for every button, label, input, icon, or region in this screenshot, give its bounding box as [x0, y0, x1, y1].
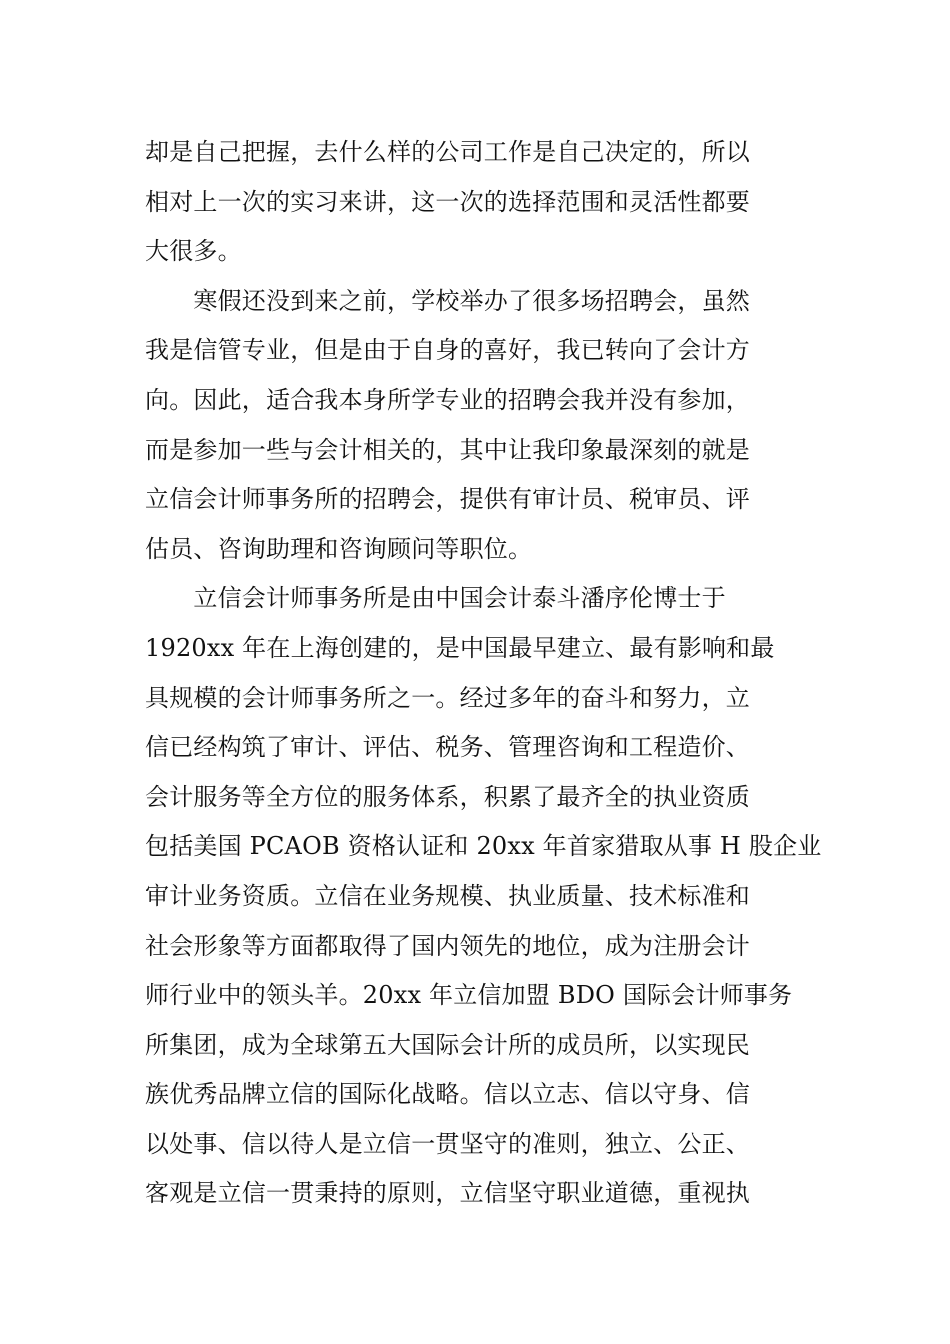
body-text [145, 128, 822, 1219]
text-line: 我是信管专业，但是由于自身的喜好，我已转向了会计方 [145, 336, 750, 365]
text-line: 信已经构筑了审计、评估、税务、管理咨询和工程造价、 [145, 733, 750, 762]
text-line: 而是参加一些与会计相关的，其中让我印象最深刻的就是 [145, 435, 750, 464]
text-line: 却是自己把握，去什么样的公司工作是自己决定的，所以 [145, 138, 750, 166]
text-line: 族优秀品牌立信的国际化战略。信以立志、信以守身、信 [145, 1080, 750, 1109]
text-line: 社会形象等方面都取得了国内领先的地位，成为注册会计 [145, 931, 750, 960]
text-line: 具规模的会计师事务所之一。经过多年的奋斗和努力，立 [145, 683, 750, 712]
text-line: 大很多。 [145, 237, 242, 266]
text-line: 向。因此，适合我本身所学专业的招聘会我并没有参加， [145, 385, 750, 414]
text-line: 师行业中的领头羊。20xx 年立信加盟 BDO 国际会计师事务 [145, 981, 793, 1010]
text-line: 客观是立信一贯秉持的原则，立信坚守职业道德，重视执 [145, 1179, 750, 1208]
text-line: 以处事、信以待人是立信一贯坚守的准则，独立、公正、 [145, 1129, 750, 1158]
text-line: 审计业务资质。立信在业务规模、执业质量、技术标准和 [145, 881, 750, 910]
text-line: 所集团，成为全球第五大国际会计所的成员所，以实现民 [145, 1030, 750, 1059]
text-line: 1920xx 年在上海创建的，是中国最早建立、最有影响和最 [145, 633, 775, 662]
text-line: 会计服务等全方位的服务体系，积累了最齐全的执业资质 [145, 782, 750, 811]
text-line: 寒假还没到来之前，学校举办了很多场招聘会，虽然 [145, 286, 750, 315]
text-line: 估员、咨询助理和咨询顾问等职位。 [145, 534, 533, 563]
text-line: 立信会计师事务所是由中国会计泰斗潘序伦博士于 [145, 584, 726, 613]
text-line: 立信会计师事务所的招聘会，提供有审计员、税审员、评 [145, 485, 750, 514]
text-line: 包括美国 PCAOB 资格认证和 20xx 年首家猎取从事 H 股企业 [145, 832, 822, 861]
text-line: 相对上一次的实习来讲，这一次的选择范围和灵活性都要 [145, 187, 750, 216]
